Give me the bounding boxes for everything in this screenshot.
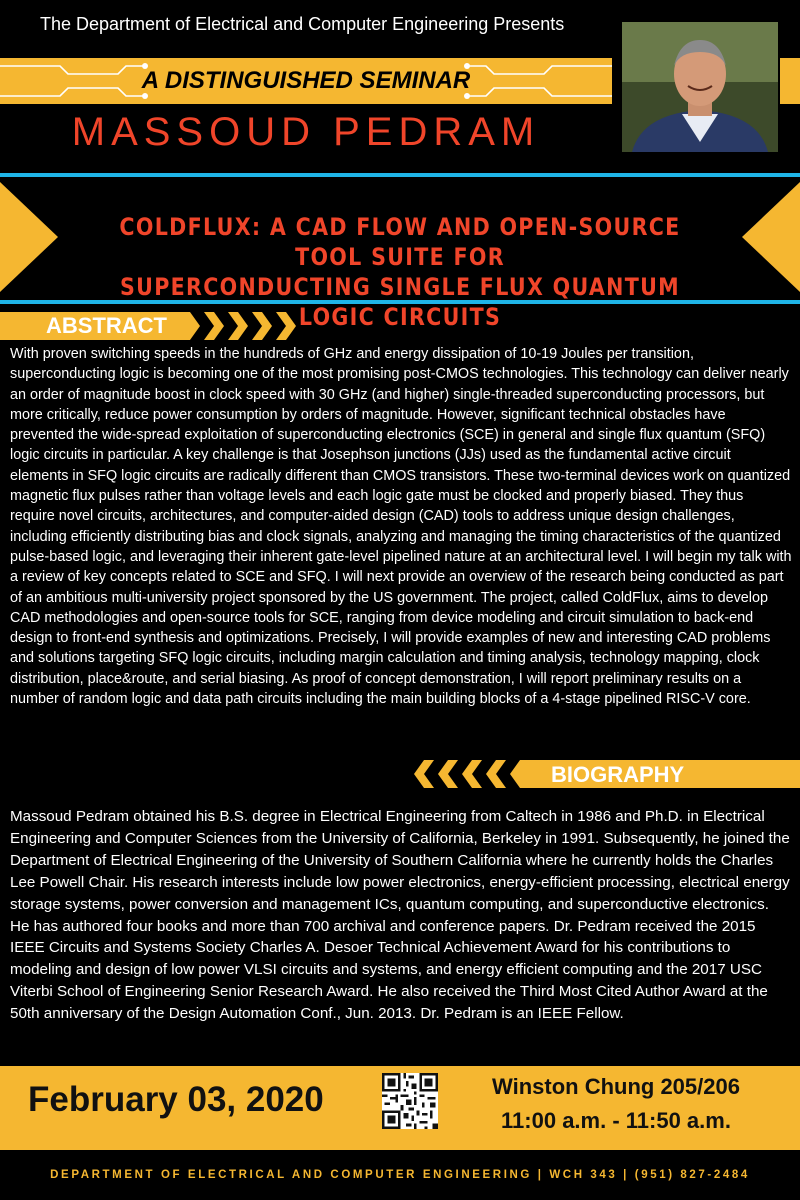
speaker-photo <box>622 22 778 152</box>
talk-title-line1: COLDFLUX: A CAD FLOW AND OPEN-SOURCE TOOL SUITE FOR <box>119 213 681 271</box>
biography-heading: BIOGRAPHY <box>551 762 685 787</box>
presenter-line: The Department of Electrical and Computer Engineering Presents <box>40 14 565 34</box>
divider-top <box>0 173 800 177</box>
qr-code-icon[interactable] <box>382 1073 438 1129</box>
abstract-text: With proven switching speeds in the hundreds of GHz and energy dissipation of 10-19 Joules per transition, superconducting logic is becoming one of the most promising post-CMOS technologies. This technology can deliver nearly an order of magnitude boost in clock speed with 30 GHz (and higher) single-threaded superconducting processors, but more critically, reduce power consumption by orders of magnitude. However, significant technical obstacles have prevented the wide-spread exploitation of superconducting electronics (SCE) in general and single flux quantum (SFQ) logic circuits in particular. A key challenge is that Josephson junctions (JJs) used as the fundamental active circuit elements in SFQ logic circuits are radically different than CMOS transistors. These two-terminal devices work on quantized magnetic flux pulses rather than voltage levels and each logic gate must be clocked and properly biased. They thus require novel circuits, architectures, and computer-aided design (CAD) tools to address unique design challenges, including efficiently distributing bias and clock signals, analyzing and managing the timing characteristics of the quantized pulse-based logic, and leveraging their inherent gate-level pipelined nature at an architectural level. I will begin my talk with a review of key concepts related to SCE and SFQ. I will next provide an overview of the research being conducted as part of an ambitious multi-university project sponsored by the US government. The project, called ColdFlux, aims to develop CAD methodologies and open-source tools for SCE, ranging from device modeling and circuit simulation to back-end design to front-end synthesis and optimizations. Precisely, I will provide examples of new and interesting CAD problems and solutions targeting SFQ logic circuits, including margin calculation and timing analysis, technology mapping, clock distribution, place&route, and serial biasing. As proof of concept demonstration, I will report preliminary results on a number of random logic and data path circuits including the main building blocks of a 4-stage pipelined RISC-V core. <box>10 346 792 708</box>
talk-title-line2: SUPERCONDUCTING SINGLE FLUX QUANTUM LOGIC CIRCUITS <box>120 273 680 331</box>
seminar-label: A DISTINGUISHED SEMINAR <box>141 67 471 94</box>
right-chevron-shape <box>738 182 800 292</box>
left-chevron-shape <box>0 182 62 292</box>
seminar-band-right <box>780 58 800 104</box>
abstract-heading: ABSTRACT <box>46 313 167 338</box>
event-date: February 03, 2020 <box>28 1080 324 1119</box>
biography-text: Massoud Pedram obtained his B.S. degree in Electrical Engineering from Caltech in 1986 and Ph.D. in Electrical Engineering and Computer Sciences from the University of California, Berkeley in 1991. Subsequently, he joined the Department of Electrical Engineering of the University of Southern California where he currently holds the Charles Lee Powell Chair. His research interests include low power electronics, energy-efficient processing, electrical energy storage systems, power conversion and management ICs, quantum computing, and superconductive electronics. He has authored four books and more than 700 archival and conference papers. Dr. Pedram received the 2015 IEEE Circuits and Systems Society Charles A. Desoer Technical Achievement Award for his contributions to modeling and design of low power VLSI circuits and systems, and energy efficient computing and the 2017 USC Viterbi School of Engineering Senior Research Award. He also received the Third Most Cited Author Award at the 50th anniversary of the Design Automation Conf., Jun. 2013. Dr. Pedram is an IEEE Fellow. <box>10 808 790 1023</box>
event-time: 11:00 a.m. - 11:50 a.m. <box>501 1108 731 1133</box>
event-venue <box>466 1070 766 1138</box>
department-contact-line: DEPARTMENT OF ELECTRICAL AND COMPUTER ENGINEERING | WCH 343 | (951) 827-2484 <box>50 1169 750 1181</box>
speaker-name: MASSOUD PEDRAM <box>71 110 541 154</box>
event-location: Winston Chung 205/206 <box>492 1074 740 1099</box>
